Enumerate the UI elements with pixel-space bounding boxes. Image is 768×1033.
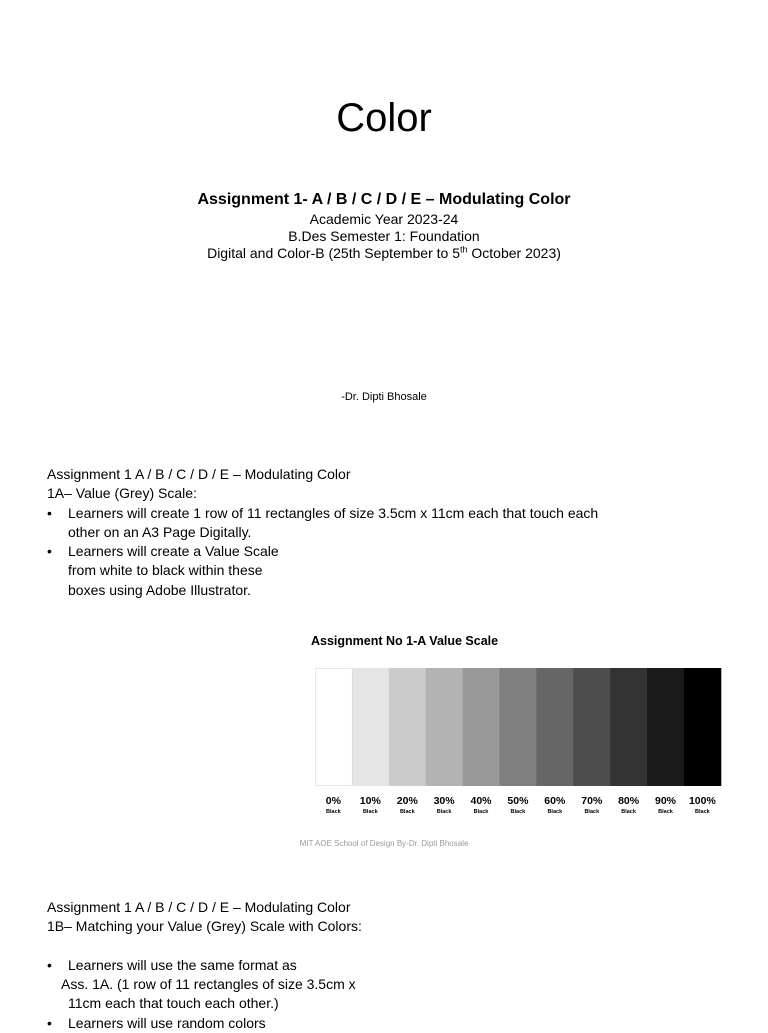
section-1b-bullets-2 [47,1014,647,1033]
section-1b-bullet-2 [47,1014,647,1033]
value-caption-label: Black [399,809,415,815]
value-percent-label: 20% [396,795,418,807]
bullet-line: Learners will create 1 row of 11 rectangles of size 3.5cm x 11cm each that touch each [68,504,599,521]
semester-line: B.Des Semester 1: Foundation [288,228,480,244]
value-swatch [315,668,352,786]
section-1b-heading: Assignment 1 A / B / C / D / E – Modulating Color [47,899,351,915]
section-1a-heading: Assignment 1 A / B / C / D / E – Modulating Color [47,466,351,482]
author-credit: -Dr. Dipti Bhosale [341,391,427,403]
value-caption-label: Black [362,809,378,815]
value-caption-label: Black [658,809,673,815]
value-caption-label: Black [621,809,636,815]
value-percent-label: 60% [544,795,566,807]
value-swatch [684,668,721,786]
section-1a-subheading: 1A– Value (Grey) Scale: [47,485,197,502]
bullet-icon: • [47,1014,52,1031]
value-swatch [610,668,647,786]
value-percent-label: 30% [433,795,455,807]
blank-line [47,937,647,956]
value-caption-label: Black [326,809,341,815]
section-1a [47,465,647,600]
value-percent-label: 40% [470,795,492,807]
section-1a-bullet-2 [47,542,647,600]
bullet-line: Learners will use random colors [68,1014,266,1031]
value-percent-label: 50% [507,795,529,807]
course-dates [0,245,768,262]
section-1a-bullet-1 [47,504,647,543]
course-dates-sup: th [460,244,468,255]
section-1a-bullets [47,504,647,600]
bullet-icon: • [47,956,52,973]
assignment-subtitle: Assignment 1- A / B / C / D / E – Modulating Color [197,191,571,208]
bullet-continuation: Ass. 1A. (1 row of 11 rectangles of size 3.5cm x [61,976,356,993]
value-percent-label: 100% [688,795,716,807]
bullet-line: Learners will create a Value Scale [68,543,279,560]
value-swatch [536,668,573,786]
value-swatch [389,668,426,786]
value-swatch [647,668,684,786]
value-percent-label: 0% [325,795,341,807]
value-swatch [573,668,610,786]
value-swatch [463,668,500,786]
value-caption-label: Black [695,809,710,815]
value-caption-label: Black [510,809,526,815]
value-percent-label: 10% [359,795,381,807]
section-1b-subheading: 1B– Matching your Value (Grey) Scale with Colors: [47,918,362,935]
course-dates-suffix: October 2023) [467,245,561,261]
bullet-line: other on an A3 Page Digitally. [68,523,252,540]
course-dates-prefix: Digital and Color-B (25th September to 5 [207,245,460,261]
value-caption-label: Black [473,809,489,815]
value-swatch [500,668,537,786]
bullet-line: boxes using Adobe Illustrator. [68,581,251,598]
footer-credit: MIT AOE School of Design By-Dr. Dipti Bhosale [299,839,469,848]
value-caption-label: Black [436,809,452,815]
value-scale-title: Assignment No 1-A Value Scale [311,634,499,648]
value-scale-figure [315,668,723,818]
bullet-line: Learners will use the same format as [68,956,297,973]
bullet-icon: • [47,543,52,560]
bullet-continuation: 11cm each that touch each other.) [68,995,279,1012]
value-percent-label: 80% [618,795,640,807]
section-1b-bullets [47,956,647,975]
bullet-line: from white to black within these [68,562,263,579]
section-1b [47,898,647,1033]
value-swatch [426,668,463,786]
value-caption-label: Black [547,809,563,815]
value-caption-label: Black [584,809,600,815]
page-title: Color [336,96,432,140]
bullet-icon: • [47,504,52,521]
section-1b-bullet-1 [47,956,647,975]
value-percent-label: 70% [581,795,603,807]
value-percent-label: 90% [654,795,677,807]
value-swatch [352,668,389,786]
academic-year: Academic Year 2023-24 [309,211,459,227]
